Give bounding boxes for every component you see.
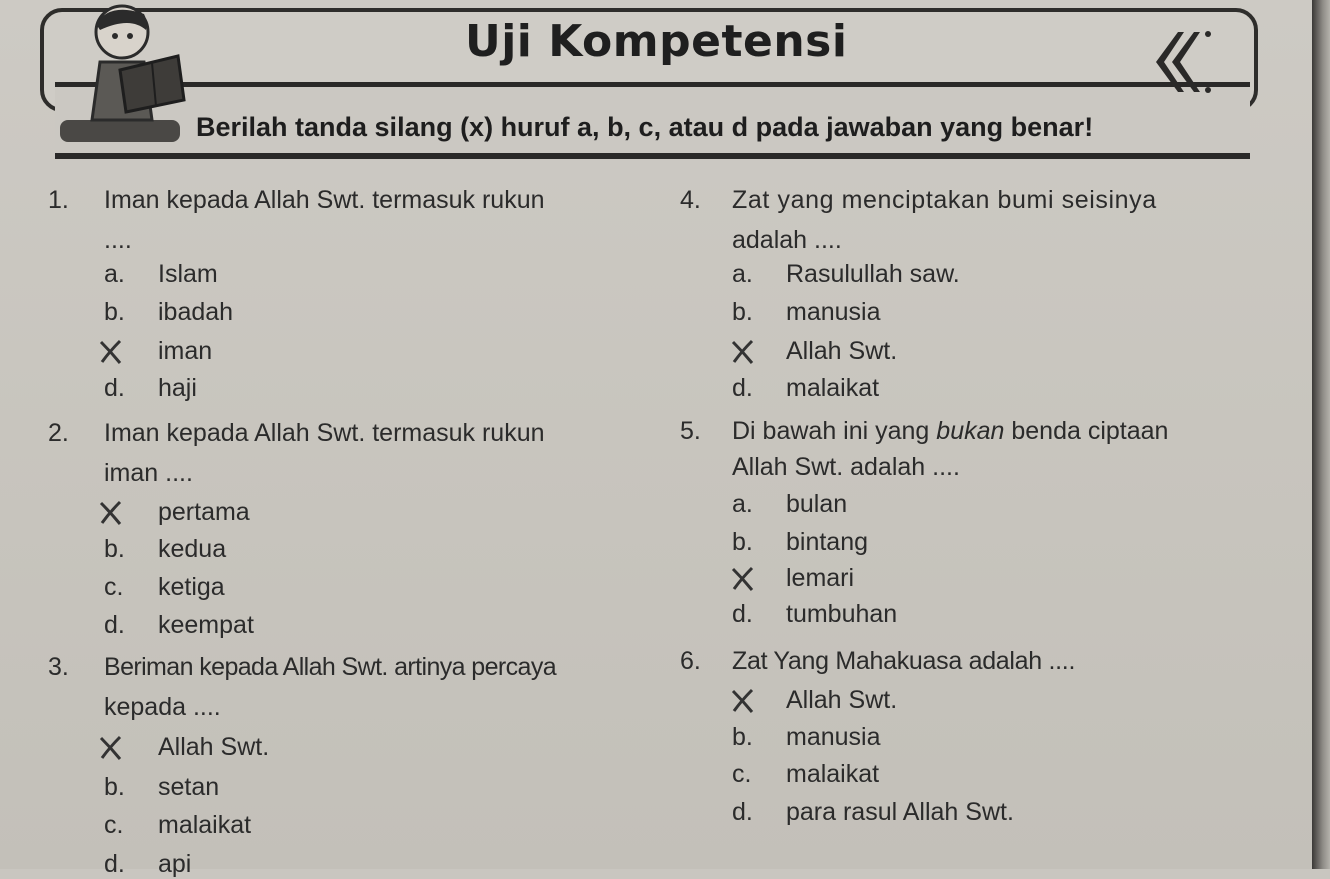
option-6d[interactable]: d. para rasul Allah Swt. <box>732 798 1014 826</box>
cross-mark-icon <box>730 338 756 364</box>
cross-mark-icon <box>98 734 124 760</box>
option-3b[interactable]: b. setan <box>104 773 220 801</box>
option-5a[interactable]: a. bulan <box>732 490 848 518</box>
option-6a[interactable]: Allah Swt. <box>786 686 898 714</box>
question-5-line2: Allah Swt. adalah .... <box>732 453 960 481</box>
cross-mark-icon <box>98 499 124 525</box>
option-6b[interactable]: b. manusia <box>732 723 881 751</box>
question-number: 3. <box>48 653 69 681</box>
option-5b[interactable]: b. bintang <box>732 528 869 556</box>
option-4d[interactable]: d. malaikat <box>732 374 880 402</box>
option-3a[interactable]: Allah Swt. <box>158 733 270 761</box>
option-3c[interactable]: c. malaikat <box>104 811 252 839</box>
cross-mark-icon <box>98 338 124 364</box>
option-1c[interactable]: iman <box>158 337 213 365</box>
question-text: Beriman kepada Allah Swt. artinya percaya <box>104 653 557 681</box>
page-title: Uji Kompetensi <box>465 16 848 67</box>
option-2c[interactable]: c. ketiga <box>104 573 225 601</box>
cross-mark-icon <box>730 565 756 591</box>
question-number: 6. <box>680 647 701 675</box>
question-number: 4. <box>680 186 701 214</box>
option-1a[interactable]: a. Islam <box>104 260 218 288</box>
cross-mark-icon <box>730 687 756 713</box>
question-1-line2: .... <box>104 226 132 254</box>
emphasis-word: bukan <box>936 417 1005 445</box>
option-4c[interactable]: Allah Swt. <box>786 337 898 365</box>
question-6 <box>680 646 1075 677</box>
question-4-line2: adalah .... <box>732 226 842 254</box>
option-5c[interactable]: lemari <box>786 564 855 592</box>
double-chevron-left-icon <box>1148 22 1218 102</box>
option-2b[interactable]: b. kedua <box>104 535 227 563</box>
question-text: Zat yang menciptakan bumi seisinya <box>732 186 1157 214</box>
question-4 <box>680 185 1157 216</box>
option-4a[interactable]: a. Rasulullah saw. <box>732 260 960 288</box>
option-1d[interactable]: d. haji <box>104 374 197 402</box>
question-1 <box>48 185 545 216</box>
option-6c[interactable]: c. malaikat <box>732 760 880 788</box>
page-edge-shadow <box>1312 0 1330 869</box>
question-text: Iman kepada Allah Swt. termasuk rukun <box>104 186 545 214</box>
question-2-line2: iman .... <box>104 459 193 487</box>
question-number: 5. <box>680 417 701 445</box>
option-1b[interactable]: b. ibadah <box>104 298 234 326</box>
question-3-line2: kepada .... <box>104 693 221 721</box>
option-5d[interactable]: d. tumbuhan <box>732 600 898 628</box>
option-4b[interactable]: b. manusia <box>732 298 881 326</box>
question-text: Zat Yang Mahakuasa adalah .... <box>732 647 1076 675</box>
instruction-text: Berilah tanda silang (x) huruf a, b, c, atau d pada jawaban yang benar! <box>196 112 1094 142</box>
question-3 <box>48 652 556 683</box>
option-2d[interactable]: d. keempat <box>104 611 254 639</box>
question-text: Iman kepada Allah Swt. termasuk rukun <box>104 419 545 447</box>
question-2 <box>48 418 545 449</box>
question-number: 1. <box>48 186 69 214</box>
option-3d[interactable]: d. api <box>104 850 192 878</box>
reading-child-icon <box>60 0 190 150</box>
question-number: 2. <box>48 419 69 447</box>
option-2a[interactable]: pertama <box>158 498 250 526</box>
question-5: 5. Di bawah ini yang bukan benda ciptaan <box>680 416 1168 447</box>
